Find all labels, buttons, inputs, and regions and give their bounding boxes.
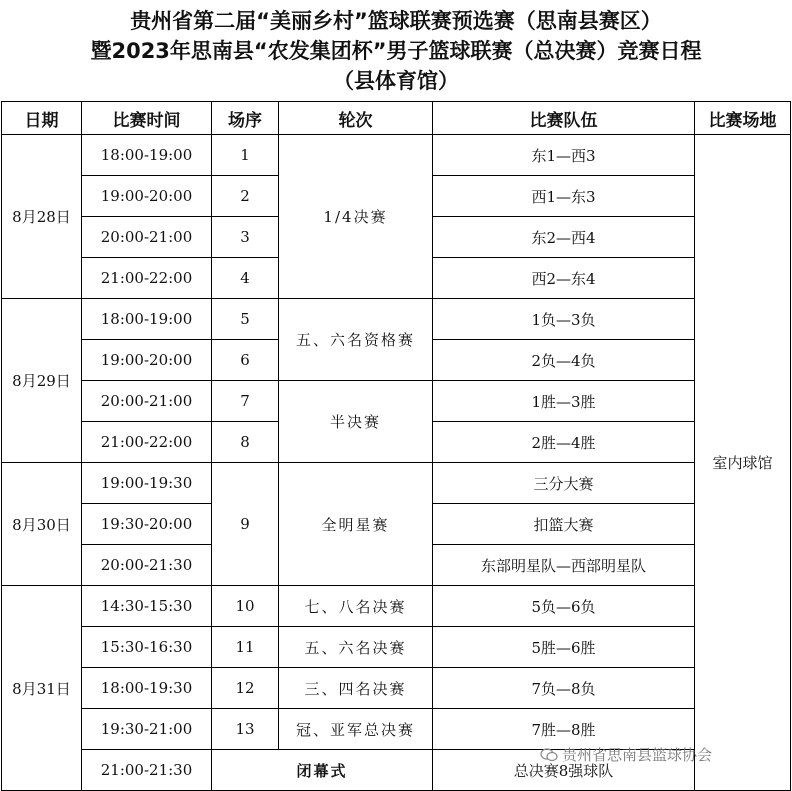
watermark: [540, 744, 712, 765]
order-cell: 5: [212, 299, 279, 340]
time-cell: 20:00-21:00: [82, 381, 212, 422]
date-cell: 8月30日: [2, 463, 82, 586]
round-cell: 七、八名决赛: [279, 586, 433, 627]
order-cell: 13: [212, 709, 279, 750]
round-cell: 全明星赛: [279, 463, 433, 586]
wechat-icon: [540, 748, 558, 762]
order-cell: 12: [212, 668, 279, 709]
time-cell: 19:30-20:00: [82, 504, 212, 545]
date-cell: 8月29日: [2, 299, 82, 463]
teams-cell: 东部明星队—西部明星队: [433, 545, 695, 586]
page-title: [0, 0, 792, 101]
teams-cell: 西2—东4: [433, 258, 695, 299]
time-cell: 18:00-19:30: [82, 668, 212, 709]
round-cell: 五、六名决赛: [279, 627, 433, 668]
teams-cell: 5胜—6胜: [433, 627, 695, 668]
table-row: [2, 135, 791, 176]
order-cell: 3: [212, 217, 279, 258]
time-cell: 21:00-22:00: [82, 422, 212, 463]
round-cell: 1/4决赛: [279, 135, 433, 299]
time-cell: 15:30-16:30: [82, 627, 212, 668]
time-cell: 18:00-19:00: [82, 135, 212, 176]
time-cell: 20:00-21:00: [82, 217, 212, 258]
table-row: [2, 463, 791, 504]
header-date: 日期: [2, 102, 82, 135]
time-cell: 19:00-20:00: [82, 176, 212, 217]
schedule-table: [1, 101, 791, 791]
time-cell: 19:00-19:30: [82, 463, 212, 504]
order-cell: 9: [212, 463, 279, 586]
teams-cell: 1负—3负: [433, 299, 695, 340]
time-cell: 18:00-19:00: [82, 299, 212, 340]
date-cell: 8月31日: [2, 586, 82, 791]
time-cell: 19:30-21:00: [82, 709, 212, 750]
order-cell: 6: [212, 340, 279, 381]
title-line-3: （县体育馆）: [333, 69, 459, 93]
header-order: 场序: [212, 102, 279, 135]
teams-cell: 7胜—8胜: [433, 709, 695, 750]
round-cell: 冠、亚军总决赛: [279, 709, 433, 750]
teams-cell: 西1—东3: [433, 176, 695, 217]
title-line-2: 暨2023年思南县“农发集团杯”男子篮球联赛（总决赛）竞赛日程: [90, 39, 702, 63]
time-cell: 14:30-15:30: [82, 586, 212, 627]
teams-cell: 5负—6负: [433, 586, 695, 627]
round-cell: 半决赛: [279, 381, 433, 463]
table-row: [2, 586, 791, 627]
teams-cell: 7负—8负: [433, 668, 695, 709]
watermark-text: 贵州省思南县篮球协会: [562, 746, 713, 764]
title-line-1: 贵州省第二届“美丽乡村”篮球联赛预选赛（思南县赛区）: [130, 9, 662, 33]
teams-cell: 1胜—3胜: [433, 381, 695, 422]
header-round: 轮次: [279, 102, 433, 135]
order-cell: 10: [212, 586, 279, 627]
table-row: [2, 381, 791, 422]
table-row: [2, 627, 791, 668]
teams-cell: 扣篮大赛: [433, 504, 695, 545]
time-cell: 21:00-22:00: [82, 258, 212, 299]
teams-cell: 总决赛8强球队: [433, 750, 695, 791]
teams-cell: 三分大赛: [433, 463, 695, 504]
teams-cell: 东1—西3: [433, 135, 695, 176]
order-cell: 2: [212, 176, 279, 217]
order-cell: 1: [212, 135, 279, 176]
header-teams: 比赛队伍: [433, 102, 695, 135]
order-cell: 11: [212, 627, 279, 668]
table-row: [2, 299, 791, 340]
round-cell-closing: 闭幕式: [212, 750, 433, 791]
order-cell: 8: [212, 422, 279, 463]
round-cell: 三、四名决赛: [279, 668, 433, 709]
time-cell: 21:00-21:30: [82, 750, 212, 791]
table-row: [2, 668, 791, 709]
teams-cell: 2负—4负: [433, 340, 695, 381]
venue-cell: 室内球馆: [695, 135, 791, 791]
order-cell: 7: [212, 381, 279, 422]
order-cell: 4: [212, 258, 279, 299]
date-cell: 8月28日: [2, 135, 82, 299]
header-time: 比赛时间: [82, 102, 212, 135]
time-cell: 20:00-21:30: [82, 545, 212, 586]
teams-cell: 2胜—4胜: [433, 422, 695, 463]
time-cell: 19:00-20:00: [82, 340, 212, 381]
header-row: [2, 102, 791, 135]
header-venue: 比赛场地: [695, 102, 791, 135]
teams-cell: 东2—西4: [433, 217, 695, 258]
round-cell: 五、六名资格赛: [279, 299, 433, 381]
